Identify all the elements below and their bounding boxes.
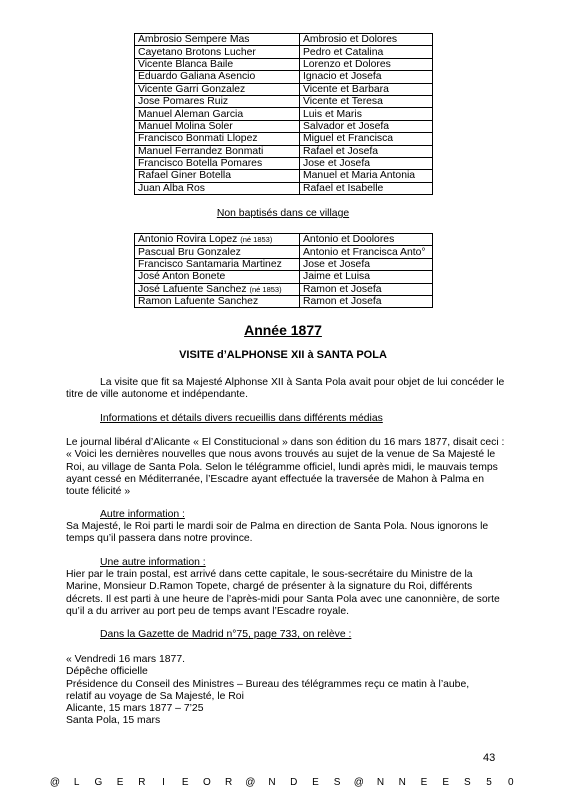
footer-char: @ — [49, 777, 61, 788]
parents-cell: Jose et Josefa — [300, 157, 433, 169]
intro-paragraph: La visite que fit sa Majesté Alphonse XII à Santa Pola avait pour objet de lui concéder le titre de ville autonome et indépendante. — [66, 377, 505, 401]
footer-char: N — [398, 777, 406, 788]
parents-cell: Jose et Josefa — [300, 258, 433, 270]
name-cell — [135, 234, 300, 246]
name-text: Antonio Rovira Lopez — [138, 234, 238, 246]
parents-cell: Ignacio et Josefa — [300, 71, 433, 83]
parents-cell: Pedro et Catalina — [300, 46, 433, 58]
parents-cell: Salvador et Josefa — [300, 120, 433, 132]
parents-cell: Vicente et Teresa — [300, 95, 433, 107]
footer-char: O — [203, 777, 211, 788]
name-cell: Juan Alba Ros — [135, 182, 300, 194]
table-row — [135, 157, 433, 169]
gazette-line: « Vendredi 16 mars 1877. — [66, 654, 185, 665]
footer-char: E — [420, 777, 428, 788]
visit-heading: VISITE d’ALPHONSE XII à SANTA POLA — [179, 349, 387, 361]
name-cell: Ambrosio Sempere Mas — [135, 34, 300, 46]
gazette-line: Dépêche officielle — [66, 666, 148, 678]
non-baptised-table — [134, 233, 433, 308]
name-cell: Francisco Botella Pomares — [135, 157, 300, 169]
name-cell: Eduardo Galiana Asencio — [135, 71, 300, 83]
name-cell — [135, 258, 300, 270]
footer-char: N — [376, 777, 385, 788]
footer-char: E — [442, 777, 449, 788]
table-row — [135, 120, 433, 132]
name-text: José Anton Bonete — [138, 271, 226, 283]
footer-char: N — [268, 777, 276, 788]
table-row — [135, 283, 433, 295]
table-row — [135, 71, 433, 83]
name-cell — [135, 295, 300, 307]
journal-paragraph: Le journal libéral d’Alicante « El Constitucional » dans son édition du 16 mars 1877, disait ceci : « Voici les dernières nouvelles que nous avons trouvés au sujet de la venue de Sa Majesté le Roi, au village de Santa Pola. Selon le télégramme officiel, lundi après midi, le mauvais temps ayant cessé en Méditerranée, l’Escadre ayant effectuée la traversée de Mahon à Palma en toute félicité » — [66, 437, 505, 498]
parents-cell: Jaime et Luisa — [300, 271, 433, 283]
table-row — [135, 246, 433, 258]
autre-info-heading-1: Autre information : — [100, 509, 185, 520]
name-cell: Cayetano Brotons Lucher — [135, 46, 300, 58]
footer-char: E — [181, 777, 189, 788]
table-row — [135, 258, 433, 270]
footer-char: S — [464, 777, 471, 788]
name-cell: Jose Pomares Ruiz — [135, 95, 300, 107]
name-text: Pascual Bru Gonzalez — [138, 246, 241, 258]
table-row — [135, 145, 433, 157]
gazette-line: Présidence du Conseil des Ministres – Bureau des télégrammes reçu ce matin à l’aube, — [66, 678, 470, 690]
footer-char: 5 — [486, 777, 492, 788]
name-cell: Manuel Ferrandez Bonmati — [135, 145, 300, 157]
name-cell — [135, 283, 300, 295]
parents-cell: Antonio et Francisca Anto° — [300, 246, 433, 258]
gazette-line: Santa Pola, 15 mars — [66, 715, 161, 727]
table-row — [135, 295, 433, 307]
footer-char: D — [290, 777, 298, 788]
autre-info-heading-2: Une autre information : — [100, 557, 206, 568]
table-row — [135, 182, 433, 194]
footer-char: E — [116, 777, 124, 788]
gazette-line: Alicante, 15 mars 1877 – 7’25 — [66, 703, 204, 715]
parents-cell: Ramon et Josefa — [300, 295, 433, 307]
name-cell — [135, 271, 300, 283]
parents-cell: Ambrosio et Dolores — [300, 34, 433, 46]
baptism-table — [134, 33, 433, 195]
footer-char: @ — [353, 777, 364, 788]
table-row — [135, 234, 433, 246]
name-text: José Lafuente Sanchez — [138, 283, 247, 295]
parents-cell: Rafael et Josefa — [300, 145, 433, 157]
footer-char: G — [94, 777, 103, 788]
parents-cell: Antonio et Doolores — [300, 234, 433, 246]
footer-char: S — [333, 777, 341, 788]
footer-char: E — [312, 777, 319, 788]
footer-char: 0 — [507, 777, 514, 788]
name-cell: Vicente Blanca Baile — [135, 58, 300, 70]
footer-char: L — [73, 777, 80, 788]
non-baptises-subtitle: Non baptisés dans ce village — [216, 208, 350, 219]
gazette-quote — [66, 654, 506, 728]
info-heading: Informations et détails divers recueillis dans différents médias — [100, 413, 383, 424]
table-row — [135, 34, 433, 46]
footer-char: R — [225, 777, 233, 788]
birth-note: (né 1853) — [249, 284, 282, 294]
name-text: Ramon Lafuente Sanchez — [138, 296, 259, 308]
table-row — [135, 46, 433, 58]
parents-cell: Lorenzo et Dolores — [300, 58, 433, 70]
parents-cell: Manuel et Maria Antonia — [300, 170, 433, 182]
parents-cell: Rafael et Isabelle — [300, 182, 433, 194]
table-row — [135, 83, 433, 95]
name-text: Francisco Santamaria Martinez — [138, 258, 282, 270]
table-row — [135, 108, 433, 120]
footer-char: R — [138, 777, 146, 788]
name-cell — [135, 246, 300, 258]
name-cell: Manuel Molina Soler — [135, 120, 300, 132]
table-row — [135, 58, 433, 70]
gazette-heading: Dans la Gazette de Madrid n°75, page 733, on relève : — [100, 629, 352, 640]
birth-note: (né 1853) — [240, 235, 273, 245]
footer-char: I — [162, 777, 165, 788]
table-row — [135, 133, 433, 145]
table-row — [135, 271, 433, 283]
parents-cell: Ramon et Josefa — [300, 283, 433, 295]
name-cell: Francisco Bonmati Llopez — [135, 133, 300, 145]
autre-info-paragraph-2: Hier par le train postal, est arrivé dans cette capitale, le sous-secrétaire du Ministre de la Marine, Monsieur D.Ramon Topete, chargé de présenter à la signature du Roi, différents décrets. Il est parti à une heure de l’après-midi pour Santa Pola avec une canonnière, de sorte qu’il a du arriver au port peu de temps avant l’Escadre royale. — [66, 569, 500, 617]
parents-cell: Luis et Maris — [300, 108, 433, 120]
table-row — [135, 95, 433, 107]
name-cell: Manuel Aleman Garcia — [135, 108, 300, 120]
name-cell: Vicente Garri Gonzalez — [135, 83, 300, 95]
parents-cell: Miguel et Francisca — [300, 133, 433, 145]
footer-char: @ — [245, 777, 256, 788]
parents-cell: Vicente et Barbara — [300, 83, 433, 95]
gazette-line: relatif au voyage de Sa Majesté, le Roi — [66, 690, 244, 702]
table-row — [135, 170, 433, 182]
page-number: 43 — [483, 752, 496, 764]
autre-info-paragraph-1: Sa Majesté, le Roi parti le mardi soir de Palma en direction de Santa Pola. Nous ignorons le temps qu’il passera dans notre province. — [66, 521, 489, 545]
footer-banner — [48, 777, 518, 788]
name-cell: Rafael Giner Botella — [135, 170, 300, 182]
year-heading: Année 1877 — [244, 322, 322, 338]
